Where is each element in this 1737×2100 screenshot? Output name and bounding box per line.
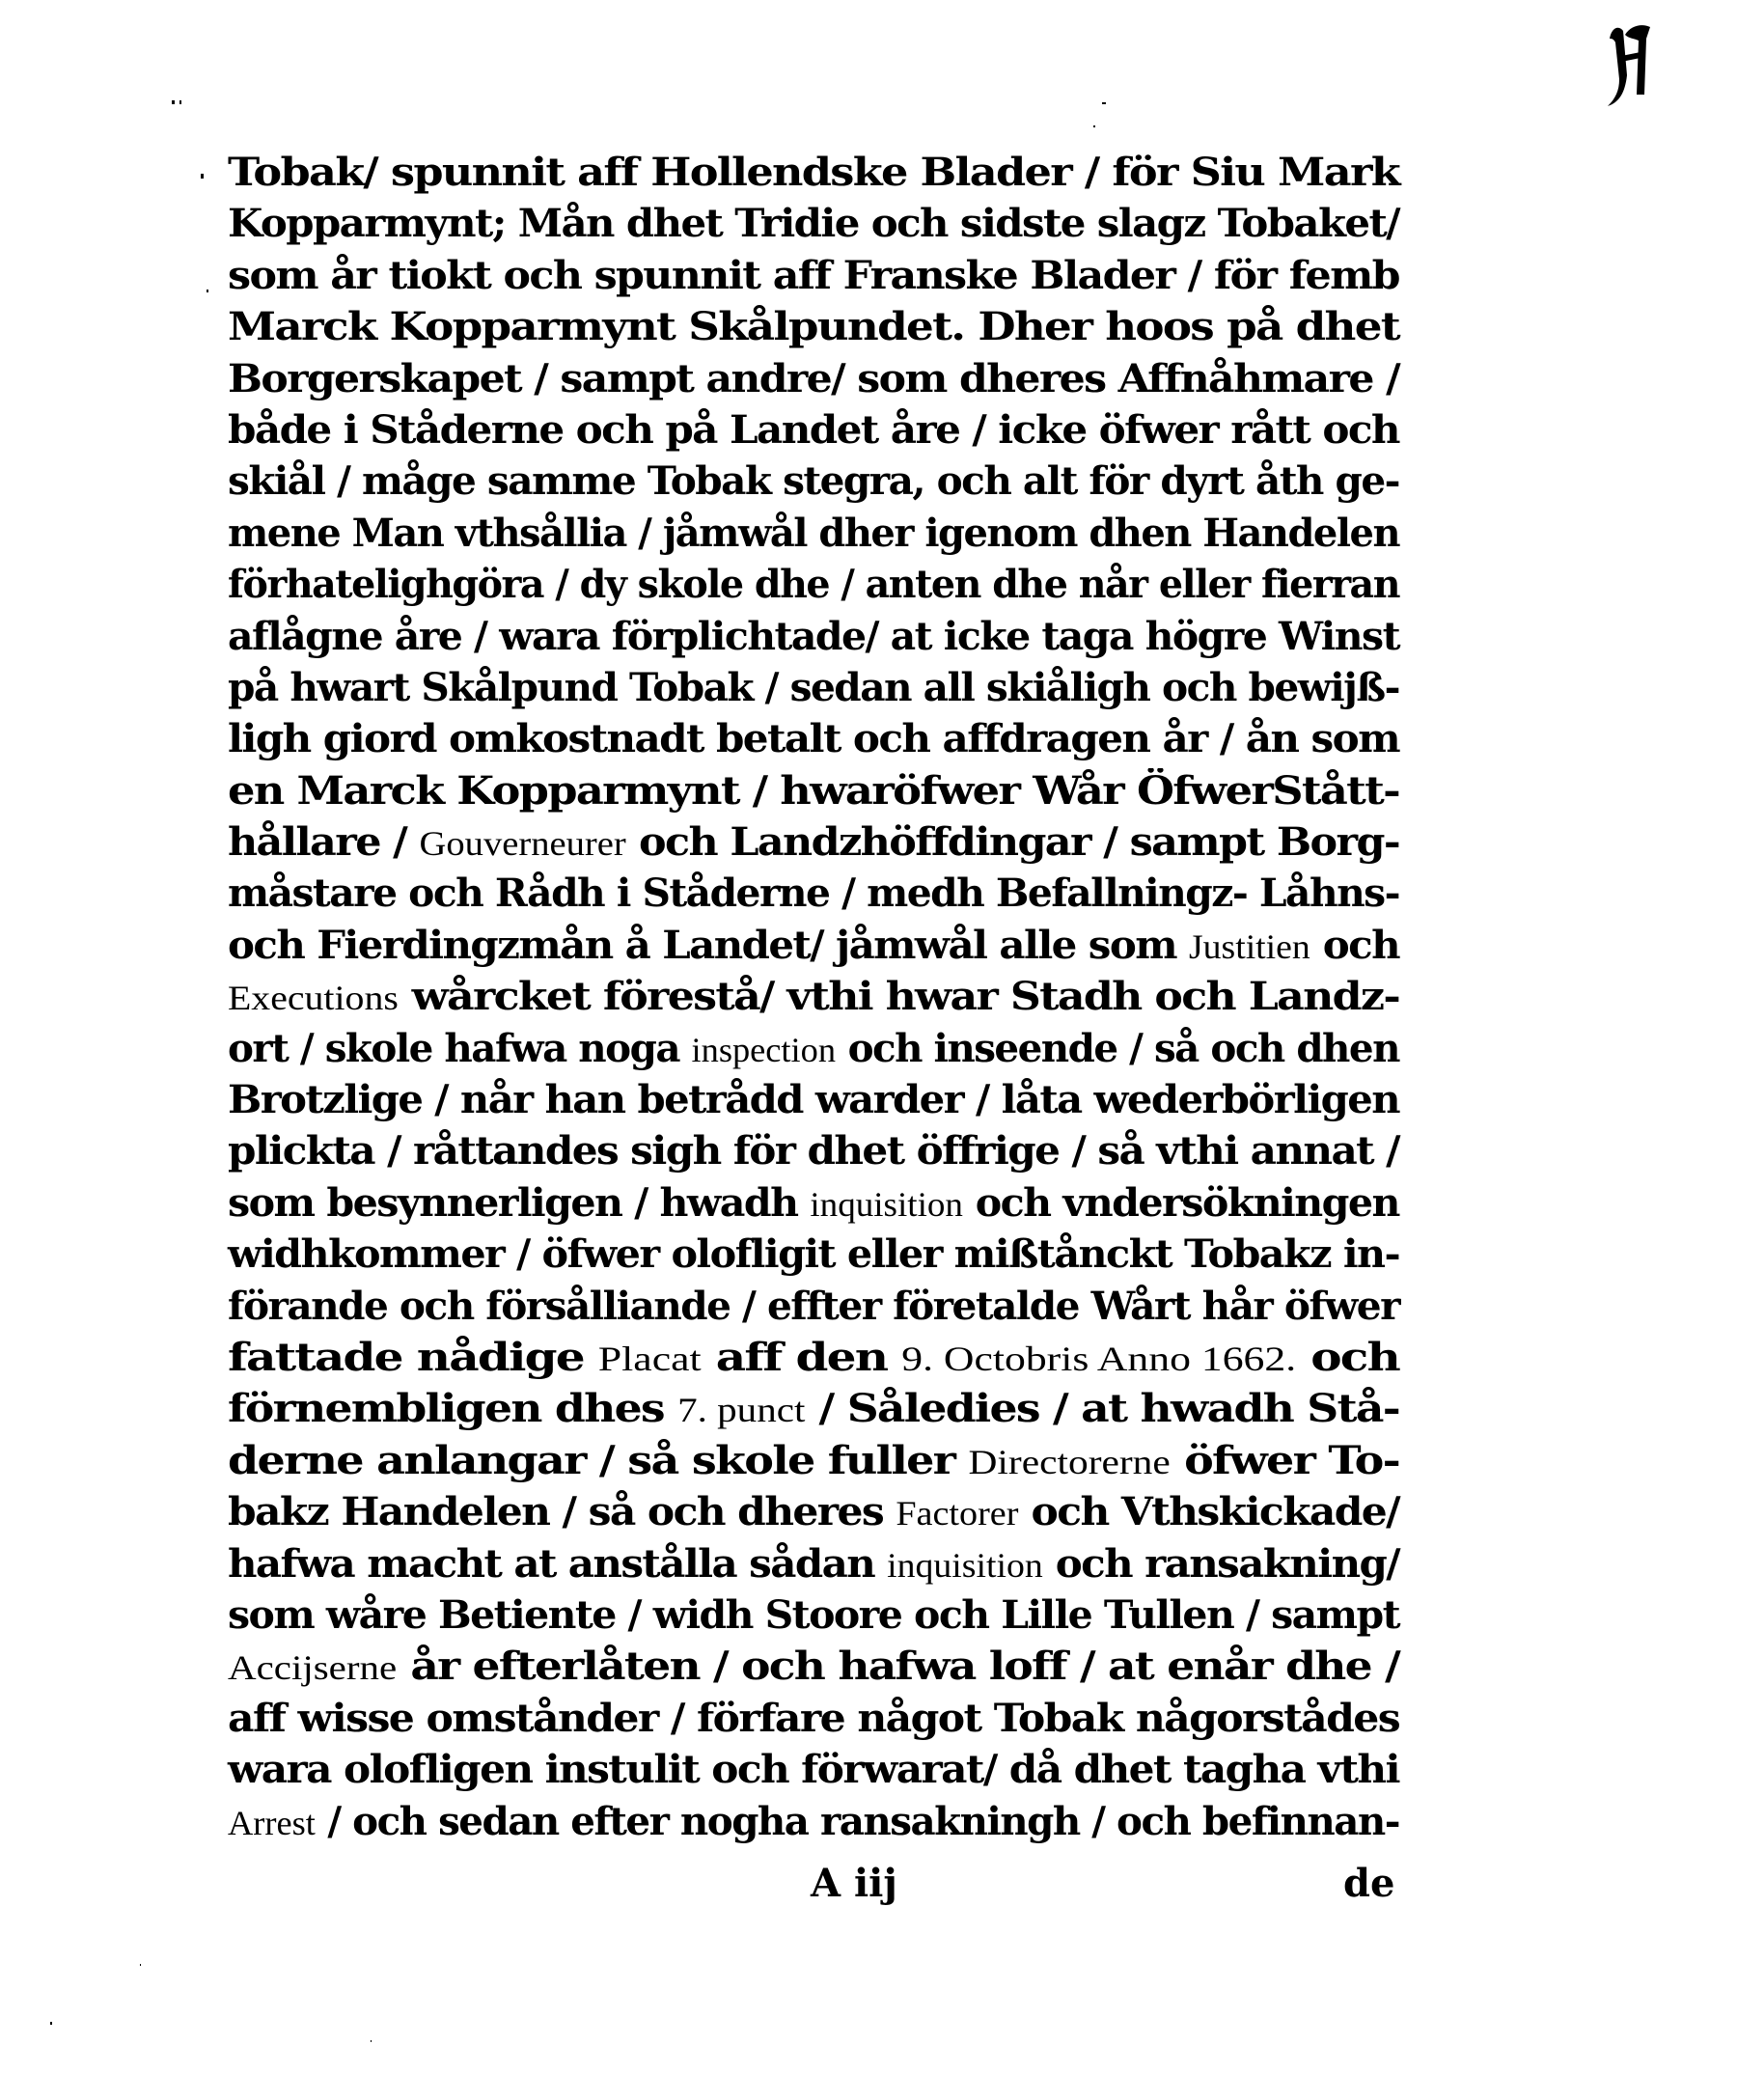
fraktur-type-text: ort / skole hafwa noga [228,1025,692,1071]
fraktur-type-text: bakz Handelen / så och dheres [228,1489,896,1535]
text-line-content [228,1281,1399,1340]
text-line-content [228,1023,1399,1082]
text-line [228,1383,1399,1434]
text-line [228,147,1399,198]
text-line [228,1281,1399,1332]
text-line-content [228,250,1399,309]
text-line [228,1023,1399,1074]
fraktur-type-text: aflågne åre / wara förplichtade/ at icke taga högre Winst [228,613,1399,659]
text-line [228,404,1399,456]
text-line-content [228,147,1399,206]
text-line-content [228,198,1399,257]
text-line [228,1177,1399,1229]
text-line-content [228,1744,1399,1803]
fraktur-type-text: måstare och Rådh i Ståderne / medh Befallningz- Låhns- [228,870,1400,917]
text-line-content [228,765,1399,824]
print-speck [50,2022,52,2025]
print-speck [179,100,181,104]
roman-type-text: Justitien [1188,926,1310,966]
fraktur-type-text: widhkommer / öfwer olofligit eller mißtånckt Tobakz in- [228,1231,1400,1278]
text-line-content [228,1796,1399,1855]
text-line-content [228,816,1399,875]
print-speck [1102,102,1106,104]
body-text [228,147,1399,1847]
text-line-content [228,662,1399,721]
text-line [228,662,1399,713]
fraktur-type-text: Kopparmynt; Mån dhet Tridie och sidste slagz Tobaket/ [228,201,1399,247]
text-line [228,971,1399,1022]
text-line-content [228,1332,1399,1391]
print-speck [172,100,175,104]
fraktur-type-text: och Fierdingzmån å Landet/ jåmwål alle som [228,922,1189,968]
print-speck [201,174,204,179]
manuscript-mark-icon [1602,17,1660,109]
text-line-content [228,713,1399,772]
fraktur-type-text: och inseende / så och dhen [836,1025,1399,1071]
roman-type-text: Directorerne [968,1442,1171,1481]
text-line [228,1693,1399,1744]
text-line [228,1796,1399,1847]
fraktur-type-text: öfwer To- [1170,1437,1399,1483]
roman-type-text: inquisition [810,1184,963,1224]
fraktur-type-text: och Vthskickade/ [1018,1489,1400,1535]
text-line-content [228,1641,1399,1699]
text-line [228,611,1399,662]
text-line [228,1538,1399,1589]
fraktur-type-text: ligh giord omkostnadt betalt och affdragen år / ån som [228,716,1400,762]
roman-type-text: Arrest [228,1803,316,1842]
fraktur-type-text: och vndersökningen [962,1179,1399,1226]
text-line [228,1074,1399,1125]
roman-type-text: 7. punct [677,1391,806,1430]
text-line [228,456,1399,507]
text-line-content [228,1074,1399,1133]
fraktur-type-text: och [1296,1334,1399,1380]
roman-type-text: Gouverneurer [419,824,626,864]
text-line-content [228,353,1399,412]
text-line-content [228,1435,1399,1494]
fraktur-type-text: / och sedan efter nogha ransakningh / och befinnan- [315,1798,1399,1844]
fraktur-type-text: hållare / [228,819,420,866]
fraktur-type-text: mene Man vthsållia / jåmwål dher igenom dhen Handelen [228,510,1400,556]
fraktur-type-text: wara olofligen instulit och förwarat/ då dhet tagha vthi [228,1747,1399,1793]
roman-type-text: Accijserne [228,1648,398,1688]
text-line-content [228,1589,1399,1648]
text-line-content [228,1486,1399,1545]
text-line [228,1744,1399,1795]
text-line [228,559,1399,610]
roman-type-text: inquisition [887,1545,1043,1585]
text-line [228,816,1399,868]
text-line-content [228,404,1399,463]
text-line [228,1332,1399,1383]
text-line [228,1125,1399,1176]
fraktur-type-text: som wåre Betiente / widh Stoore och Lille Tullen / sampt [228,1591,1400,1638]
fraktur-type-text: och ransakning/ [1042,1540,1400,1587]
text-line-content [228,456,1399,514]
text-line-content [228,1538,1399,1597]
fraktur-type-text: aff den [701,1334,902,1380]
catchword: de [1343,1861,1395,1906]
print-speck [140,1964,141,1966]
text-line [228,198,1399,249]
text-line [228,1229,1399,1280]
fraktur-type-text: hafwa macht at anstålla sådan [228,1540,888,1587]
fraktur-type-text: och Landzhöffdingar / sampt Borg- [625,819,1399,866]
text-line-content [228,1229,1399,1287]
fraktur-type-text: plickta / råttandes sigh för dhet öffrige / så vthi annat / [228,1128,1399,1174]
fraktur-type-text: / Såledies / at hwadh Stå- [805,1386,1399,1432]
fraktur-type-text: förhatelighgöra / dy skole dhe / anten dhe når eller fierran [228,562,1400,608]
text-line [228,920,1399,971]
fraktur-type-text: år efterlåten / och hafwa loff / at enår dhe / [397,1644,1399,1690]
text-line-content [228,611,1399,670]
fraktur-type-text: och [1310,922,1400,968]
text-line-content [228,1693,1399,1752]
fraktur-type-text: wårcket förestå/ vthi hwar Stadh och Landz- [398,974,1400,1020]
fraktur-type-text: derne anlangar / så skole fuller [228,1437,969,1483]
roman-type-text: inspection [691,1030,837,1069]
fraktur-type-text: Borgerskapet / sampt andre/ som dheres Affnåhmare / [228,355,1400,401]
fraktur-type-text: både i Ståderne och på Landet åre / icke öfwer rått och [228,406,1399,453]
fraktur-type-text: Tobak/ spunnit aff Hollendske Blader / för Siu Mark [228,150,1400,195]
text-line [228,508,1399,559]
fraktur-type-text: som år tiokt och spunnit aff Franske Blader / för femb [228,252,1399,298]
fraktur-type-text: Marck Kopparmynt Skålpundet. Dher hoos på dhet [228,304,1399,350]
fraktur-type-text: förnembligen dhes [228,1386,678,1432]
text-line [228,1435,1399,1486]
text-line [228,1486,1399,1537]
roman-type-text: Factorer [896,1494,1019,1534]
text-line [228,1589,1399,1641]
text-line-content [228,920,1399,979]
text-line-content [228,1125,1399,1184]
text-line [228,713,1399,764]
text-line [228,868,1399,919]
roman-type-text: Executions [228,979,399,1018]
fraktur-type-text: fattade nådige [228,1334,598,1380]
fraktur-type-text: Brotzlige / når han betrådd warder / låta wederbörligen [228,1077,1400,1123]
roman-type-text: 9. Octobris Anno 1662. [901,1339,1297,1378]
print-speck [371,2040,372,2042]
text-line-content [228,559,1399,618]
text-line-content [228,508,1399,566]
fraktur-type-text: som besynnerligen / hwadh [228,1179,811,1226]
text-line [228,301,1399,352]
text-line [228,250,1399,301]
fraktur-type-text: skiål / måge samme Tobak stegra, och alt för dyrt åth ge- [228,458,1399,505]
text-line-content [228,301,1399,360]
signature-mark: A iij [811,1861,897,1906]
fraktur-type-text: aff wisse omstånder / förfare något Tobak någorstådes [228,1695,1400,1741]
text-line-content [228,868,1399,926]
text-line-content [228,971,1399,1030]
text-line-content [228,1383,1399,1442]
text-line-content [228,1177,1399,1236]
roman-type-text: Placat [597,1339,702,1378]
fraktur-type-text: en Marck Kopparmynt / hwaröfwer Wår ÖfwerStått- [228,767,1400,814]
text-line [228,353,1399,404]
fraktur-type-text: på hwart Skålpund Tobak / sedan all skiåligh och bewijß- [228,664,1399,710]
text-line [228,1641,1399,1692]
print-speck [207,290,208,292]
print-speck [1093,125,1095,127]
fraktur-type-text: förande och försålliande / effter företalde Wårt hår öfwer [228,1283,1399,1329]
text-line [228,765,1399,816]
